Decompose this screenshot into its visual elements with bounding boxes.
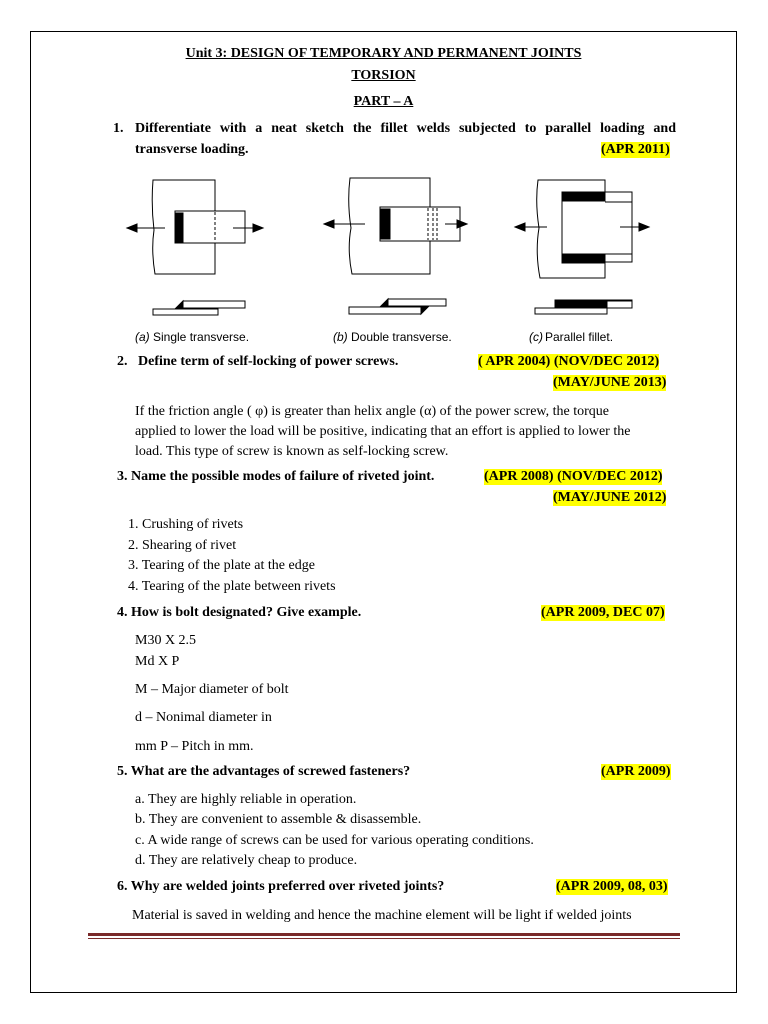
topic-title: TORSION	[351, 68, 416, 83]
q1-text-line1: Differentiate with a neat sketch the fillet welds subjected to parallel loading and	[135, 121, 676, 136]
q3-item-3: 3. Tearing of the plate at the edge	[128, 558, 315, 573]
footer-rule-thin	[88, 938, 680, 939]
q1-text-line2: transverse loading.	[135, 142, 249, 157]
q4-line-2: Md X P	[135, 654, 180, 669]
q5-exam-tag: (APR 2009)	[601, 764, 671, 779]
caption-b: Double transverse.	[351, 330, 452, 344]
q3-item-2: 2. Shearing of rivet	[128, 538, 237, 553]
q3-exam-tag1: (APR 2008) (NOV/DEC 2012)	[484, 469, 663, 484]
caption-b-letter: (b)	[333, 330, 348, 344]
q4-line-3: M – Major diameter of bolt	[135, 682, 289, 697]
q3-item-1: 1. Crushing of rivets	[128, 517, 244, 532]
q1-exam-tag: (APR 2011)	[601, 142, 670, 157]
q3-item-4: 4. Tearing of the plate between rivets	[128, 579, 336, 594]
caption-c-letter: (c)	[529, 330, 543, 344]
caption-a-letter: (a)	[135, 330, 150, 344]
figure-parallel-fillet	[515, 180, 649, 314]
q4-exam-tag: (APR 2009, DEC 07)	[541, 605, 665, 620]
q3-text: 3. Name the possible modes of failure of riveted joint.	[117, 469, 435, 484]
q3-exam-tag2: (MAY/JUNE 2012)	[553, 490, 667, 505]
q5-item-b: b. They are convenient to assemble & disassemble.	[135, 812, 422, 827]
q2-answer-line2: applied to lower the load will be positive, indicating that an effort is applied to lower the	[135, 424, 631, 439]
figure-single-transverse	[127, 180, 263, 315]
footer-rule	[88, 933, 680, 936]
q5-item-a: a. They are highly reliable in operation.	[135, 792, 357, 807]
q1-number: 1.	[113, 121, 124, 136]
q2-answer-line1: If the friction angle ( φ) is greater than helix angle (α) of the power screw, the torque	[135, 404, 609, 419]
caption-a: Single transverse.	[153, 330, 250, 344]
part-title: PART – A	[353, 94, 414, 109]
q4-line-5: mm P – Pitch in mm.	[135, 739, 254, 754]
q4-line-4: d – Nonimal diameter in	[135, 710, 272, 725]
q5-text: 5. What are the advantages of screwed fasteners?	[117, 764, 411, 779]
q5-item-d: d. They are relatively cheap to produce.	[135, 853, 358, 868]
unit-title: Unit 3: DESIGN OF TEMPORARY AND PERMANENT JOINTS	[185, 46, 582, 61]
figure-double-transverse	[324, 178, 467, 314]
q4-text: 4. How is bolt designated? Give example.	[117, 605, 362, 620]
q6-exam-tag: (APR 2009, 08, 03)	[556, 879, 668, 894]
q6-answer: Material is saved in welding and hence the machine element will be light if welded joints	[132, 908, 632, 923]
fillet-weld-figures	[115, 170, 675, 350]
q5-item-c: c. A wide range of screws can be used for various operating conditions.	[135, 833, 534, 848]
q2-answer-line3: load. This type of screw is known as self-locking screw.	[135, 444, 449, 459]
q2-exam-tag2: (MAY/JUNE 2013)	[553, 375, 667, 390]
q2-text: Define term of self-locking of power screws.	[138, 354, 399, 369]
q6-text: 6. Why are welded joints preferred over riveted joints?	[117, 879, 445, 894]
q2-number: 2.	[117, 354, 128, 369]
q2-exam-tag1: ( APR 2004) (NOV/DEC 2012)	[478, 354, 660, 369]
caption-c: Parallel fillet.	[545, 330, 614, 344]
q4-line-1: M30 X 2.5	[135, 633, 197, 648]
